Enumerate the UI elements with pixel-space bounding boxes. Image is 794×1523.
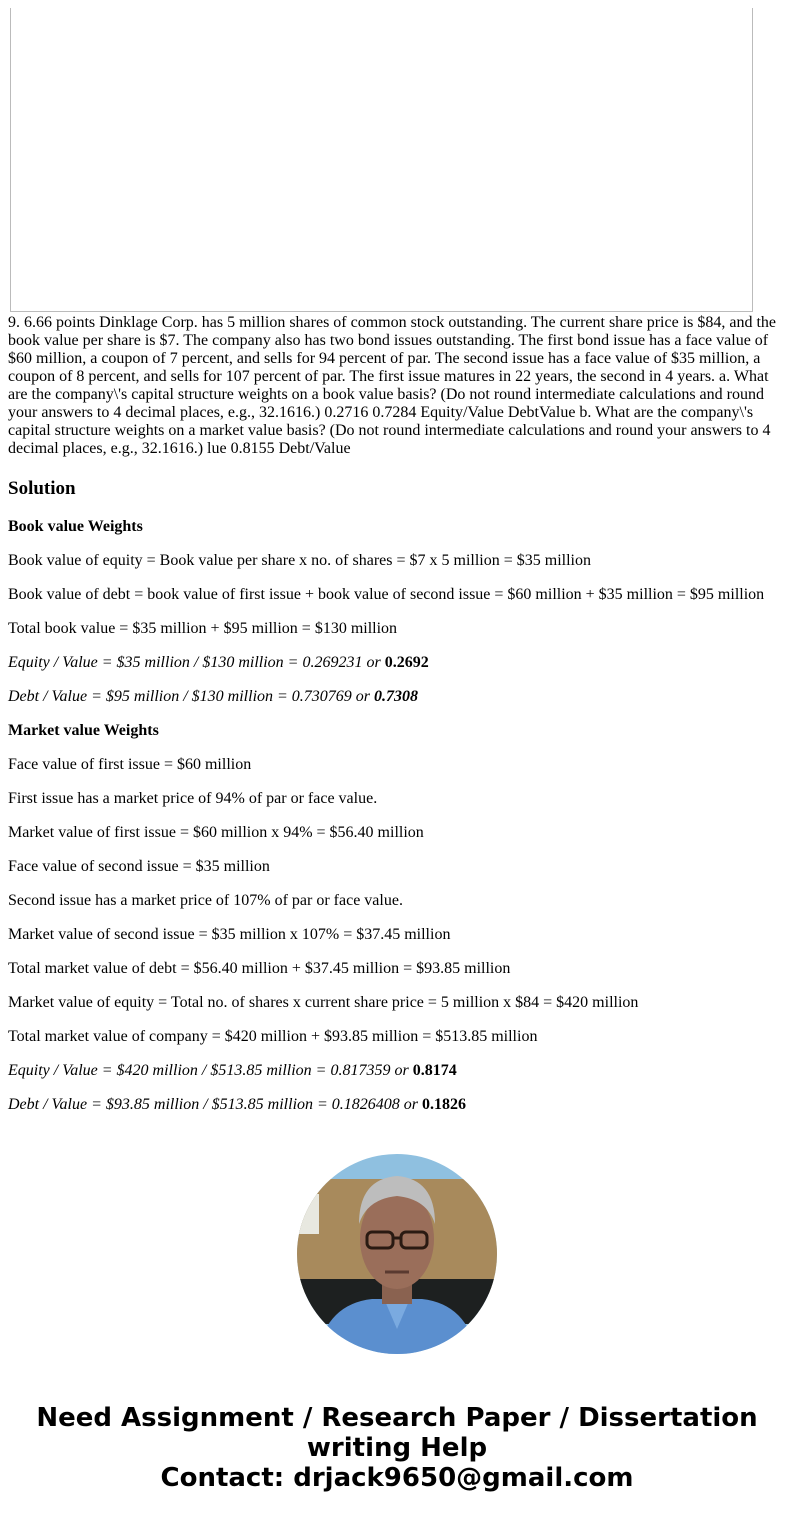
book-heading: Book value Weights [8,518,143,535]
answer: 0.2692 [384,654,429,671]
answer: 0.7308 [374,688,419,705]
market-equity-weight: Equity / Value = $420 million / $513.85 million = 0.817359 or 0.8174 [8,1062,457,1079]
solution-line: First issue has a market price of 94% of par or face value. [8,790,378,807]
solution-heading: Solution [8,478,76,499]
answer: 0.8174 [412,1062,457,1079]
author-avatar [297,1154,497,1354]
solution-line: Total book value = $35 million + $95 million = $130 million [8,620,398,637]
solution-line: Market value of first issue = $60 million x 94% = $56.40 million [8,824,424,841]
solution-line: Total market value of debt = $56.40 million + $37.45 million = $93.85 million [8,960,511,977]
book-equity-weight: Equity / Value = $35 million / $130 million = 0.269231 or 0.2692 [8,654,429,671]
solution-line: Total market value of company = $420 million + $93.85 million = $513.85 million [8,1028,538,1045]
solution-line: Face value of first issue = $60 million [8,756,252,773]
solution-line: Face value of second issue = $35 million [8,858,270,875]
solution-line: Market value of equity = Total no. of shares x current share price = 5 million x $84 = $420 million [8,994,639,1011]
book-debt-weight: Debt / Value = $95 million / $130 million = 0.730769 or 0.7308 [8,688,419,705]
question-image [10,8,753,312]
answer: 0.1826 [422,1096,467,1113]
contact-email: Contact: drjack9650@gmail.com [160,1463,634,1493]
solution-line: Book value of equity = Book value per share x no. of shares = $7 x 5 million = $35 million [8,552,591,569]
market-heading: Market value Weights [8,722,159,739]
question-text: 9. 6.66 points Dinklage Corp. has 5 million shares of common stock outstanding. The current share price is $84, and the book value per share is $7. The company also has two bond issues outstanding. The first bond issue has a face value of $60 million, a coupon of 7 percent, and sells for 94 percent of par. The second issue has a face value of $35 million, a coupon of 8 percent, and sells for 107 percent of par. The first issue matures in 22 years, the second in 4 years. a. What are the company\'s capital structure weights on a book value basis? (Do not round intermediate calculations and round your answers to 4 decimal places, e.g., 32.1616.) 0.2716 0.7284 Equity/Value DebtValue b. What are the company\'s capital structure weights on a market value basis? (Do not round intermediate calculations and round your answers to 4 decimal places, e.g., 32.1616.) lue 0.8155 Debt/Value [8,314,777,457]
solution-line: Market value of second issue = $35 million x 107% = $37.45 million [8,926,451,943]
market-debt-weight: Debt / Value = $93.85 million / $513.85 million = 0.1826408 or 0.1826 [8,1096,467,1113]
solution-line: Second issue has a market price of 107% of par or face value. [8,892,403,909]
contact-banner: Need Assignment / Research Paper / Dissertation writing Help Contact: drjack9650@gmail.com [8,1403,786,1493]
solution-line: Book value of debt = book value of first issue + book value of second issue = $60 million + $35 million = $95 million [8,586,765,603]
